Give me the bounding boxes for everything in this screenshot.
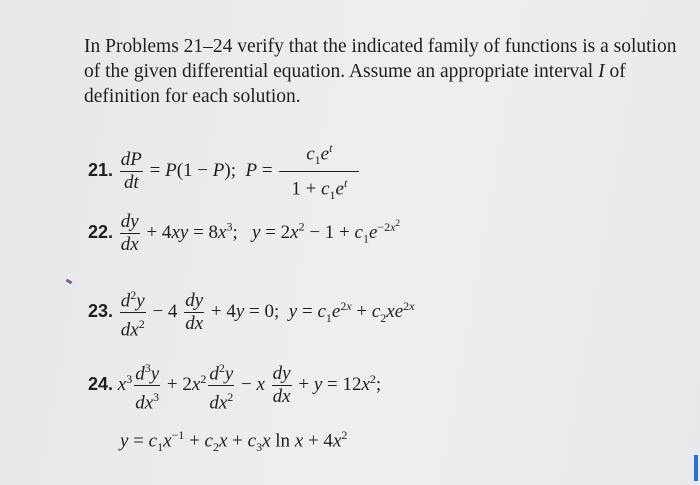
fraction-dy-dx: $\frac{dy}{dx}$	[185, 290, 204, 335]
instructions-text: In Problems 21–24 verify that the indicated family of functions is a solution of the given differential equation. Assume an appropriate interval	[84, 36, 677, 82]
edge-marker	[694, 455, 698, 481]
problem-23: 23. $\frac{d^2y}{dx^2}$ − 4 $\frac{dy}{dx}$ + 4y = 0; $y = c_1e^{2x} + c_2xe^{2x}$	[88, 284, 415, 342]
fraction-dP-dt: $\frac{dP}{dt}$	[120, 149, 142, 194]
fraction-d3y-dx3: $\frac{d^3y}{dx^3}$	[134, 357, 160, 415]
fraction-dy-dx: $\frac{dy}{dx}$	[272, 363, 291, 408]
problem-21: 21. $\frac{dP}{dt}$ = P(1 − P); P = $\frac{c_1e^t}{1 + c_1e^t}$	[88, 137, 361, 206]
fraction-d2y-dx2: $\frac{d^2y}{dx^2}$	[120, 284, 146, 342]
problem-number: 23.	[88, 301, 114, 322]
fraction-solution: $\frac{c_1e^t}{1 + c_1e^t}$	[279, 137, 359, 206]
instructions-paragraph	[84, 34, 684, 109]
problem-24: 24. $x^3$ $\frac{d^3y}{dx^3}$ + $2x^2$ $\frac{d^2y}{dx^2}$ − x $\frac{dy}{dx}$ + $y = 12x^2$;	[88, 357, 381, 415]
fraction-dy-dx: $\frac{dy}{dx}$	[120, 211, 139, 255]
fraction-d2y-dx2: $\frac{d^2y}{dx^2}$	[208, 357, 234, 415]
margin-mark	[66, 279, 73, 285]
instructions-text-end: of definition for each solution.	[84, 61, 626, 107]
problem-22: 22. $\frac{dy}{dx}$ + $4xy = 8x^3$; $y = 2x^2 - 1 + c_1e^{-2x^2}$	[88, 211, 401, 255]
problem-number: 22.	[88, 221, 114, 242]
problem-number: 24.	[88, 374, 114, 395]
problem-24-solution: $y = c_1x^{-1} + c_2x + c_3x$ $\ln x + 4x^2$	[120, 428, 348, 455]
interval-variable: I	[598, 61, 605, 82]
problem-number: 21.	[88, 159, 114, 180]
